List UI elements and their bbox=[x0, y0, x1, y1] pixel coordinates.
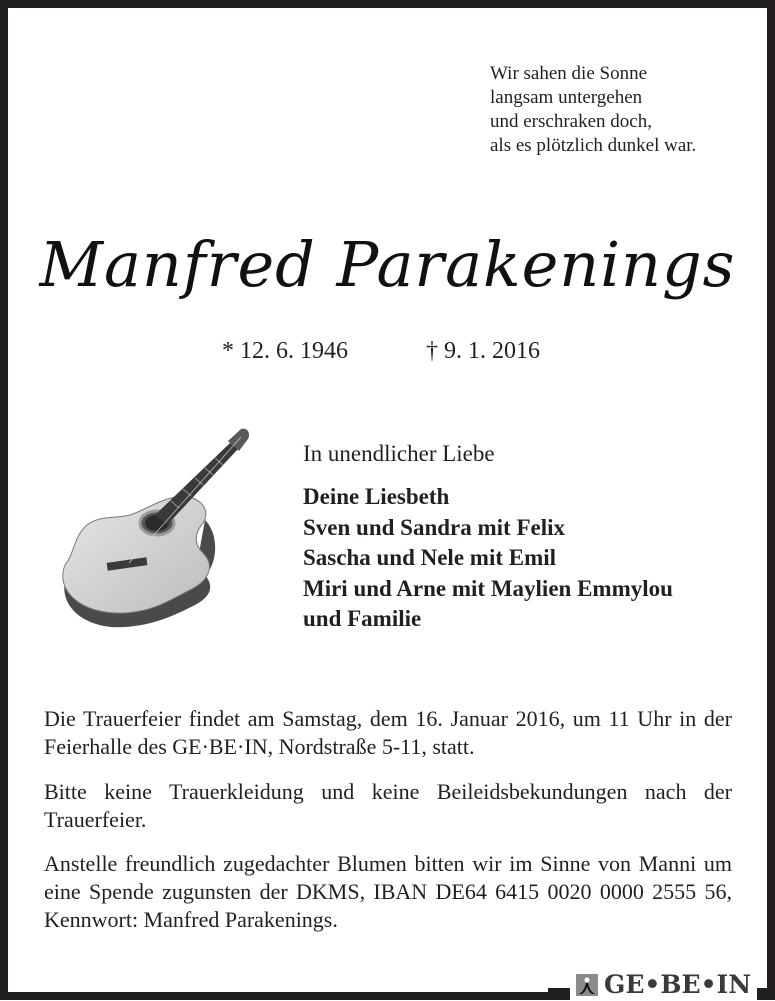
mourner-name: Sven und Sandra mit Felix bbox=[303, 514, 565, 540]
gebein-logo-icon bbox=[576, 974, 598, 996]
clothing-notice-text: Bitte keine Trauerkleidung und keine Beileidsbekundungen nach der Trauerfeier. bbox=[44, 779, 732, 832]
deceased-name: Manfred Parakenings bbox=[39, 228, 736, 301]
death-date: † 9. 1. 2016 bbox=[426, 338, 540, 364]
mourner-name: Sascha und Nele mit Emil bbox=[303, 545, 557, 570]
poem-line: als es plötzlich dunkel war. bbox=[490, 135, 697, 156]
poem-line: Wir sahen die Sonne bbox=[490, 63, 648, 84]
donation-notice-text: Anstelle freundlich zugedachter Blumen bitten wir im Sinne von Manni um eine Spende zugunsten der DKMS, IBAN DE64 6415 0020 0000 2555 56, Kennwort: Manfred Parakenings. bbox=[44, 851, 732, 932]
clothing-notice bbox=[44, 778, 732, 834]
poem bbox=[490, 62, 696, 158]
birth-date: * 12. 6. 1946 bbox=[222, 338, 348, 364]
guitar-icon bbox=[45, 415, 275, 640]
mourner-name: Miri und Arne mit Maylien Emmylou bbox=[303, 575, 673, 601]
donation-notice bbox=[44, 850, 732, 934]
mourners-block bbox=[303, 440, 673, 635]
mourner-name: Deine Liesbeth bbox=[303, 484, 450, 509]
funeral-notice-text: Die Trauerfeier findet am Samstag, dem 16. Januar 2016, um 11 Uhr in der Feierhalle des GE·BE·IN, Nordstraße 5-11, statt. bbox=[44, 706, 732, 759]
poem-line: langsam untergehen bbox=[490, 87, 643, 108]
mourner-name: und Familie bbox=[303, 606, 422, 631]
mourners-names bbox=[303, 482, 673, 635]
mourners-intro: In unendlicher Liebe bbox=[303, 441, 495, 466]
gebein-logo bbox=[570, 970, 757, 1000]
poem-line: und erschraken doch, bbox=[490, 111, 652, 132]
gebein-logo-text: GE•BE•IN bbox=[604, 970, 752, 999]
funeral-notice bbox=[44, 705, 732, 761]
